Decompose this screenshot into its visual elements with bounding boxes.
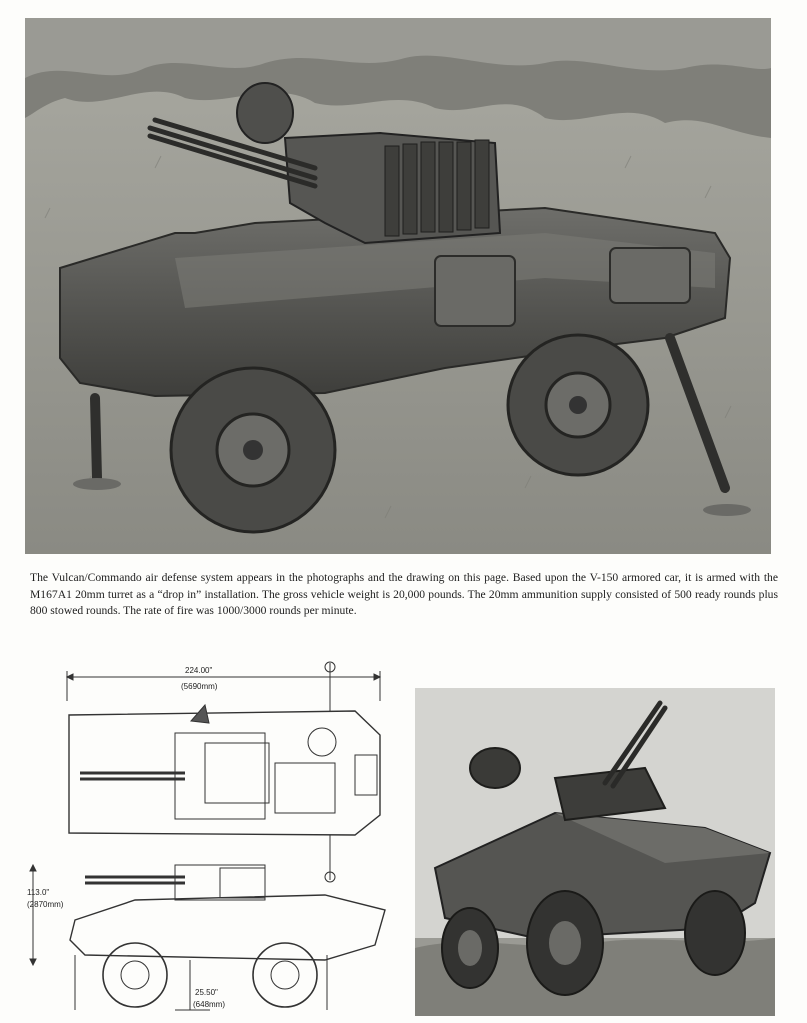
- height-inches-label: 113.0": [27, 888, 50, 897]
- vehicle-side-photo: [25, 18, 771, 554]
- length-mm-label: (5690mm): [181, 682, 218, 691]
- clearance-inches-label: 25.50": [195, 988, 218, 997]
- height-mm-label: (2870mm): [27, 900, 64, 909]
- photo-caption: The Vulcan/Commando air defense system appears in the photographs and the drawing on this page. Based upon the V-150 armored car, it is armed with the M167A1 20mm turret as a “drop in” installation. The gross vehicle weight is 20,000 pounds. The 20mm ammunition supply consisted of 500 ready rounds plus 800 stowed rounds. The rate of fire was 1000/3000 rounds per minute.: [30, 571, 778, 617]
- top-photograph: [25, 18, 771, 554]
- top-view: [67, 662, 380, 882]
- bottom-photograph: [415, 688, 775, 1016]
- clearance-mm-label: (648mm): [193, 1000, 226, 1009]
- length-inches-label: 224.00": [185, 666, 213, 675]
- vehicle-front-photo: [415, 688, 775, 1016]
- technical-drawing: [25, 655, 395, 1020]
